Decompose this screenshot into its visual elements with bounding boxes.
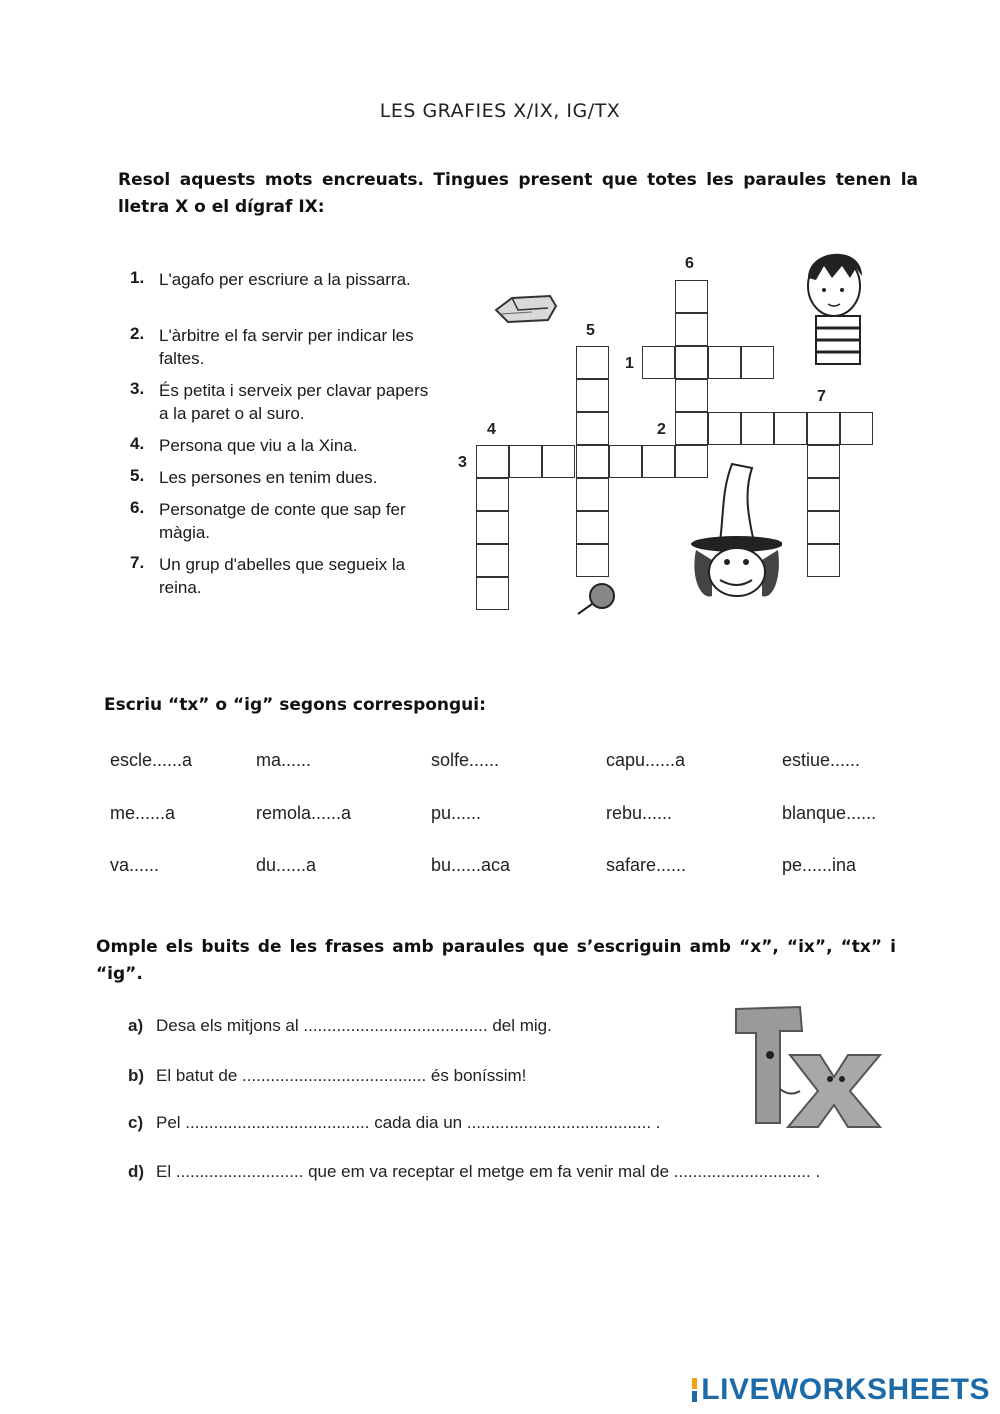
sentence-letter: b): [128, 1066, 145, 1085]
word-item[interactable]: blanque......: [782, 803, 877, 823]
grid-number-7: 7: [817, 388, 826, 405]
boy-illustration: [802, 238, 872, 368]
clue-text: Personatge de conte que sap fer màgia.: [159, 500, 406, 542]
crossword-cell[interactable]: [576, 478, 609, 511]
crossword-cell[interactable]: [807, 412, 840, 445]
crossword-cell[interactable]: [741, 346, 774, 379]
crossword-cell[interactable]: [476, 511, 509, 544]
crossword-cell[interactable]: [807, 478, 840, 511]
crossword-cell[interactable]: [509, 445, 542, 478]
word-item[interactable]: pu......: [431, 803, 482, 823]
grid-number-5: 5: [586, 322, 595, 339]
crossword-cell[interactable]: [476, 445, 509, 478]
crossword-cell[interactable]: [708, 346, 741, 379]
clue-number: 7.: [130, 553, 145, 572]
crossword-cell[interactable]: [576, 544, 609, 577]
crossword-cell[interactable]: [675, 280, 708, 313]
clue-number: 3.: [130, 379, 145, 398]
witch-illustration: [682, 460, 782, 610]
clue-text: Les persones en tenim dues.: [159, 468, 378, 487]
page-title: LES GRAFIES X/IX, IG/TX: [379, 100, 621, 122]
sentence-letter: c): [128, 1113, 144, 1132]
liveworksheets-logo-icon: [690, 1376, 697, 1404]
grid-number-1: 1: [625, 355, 634, 372]
word-item[interactable]: capu......a: [606, 750, 686, 770]
crossword-cell[interactable]: [576, 379, 609, 412]
crossword-cell[interactable]: [774, 412, 807, 445]
word-item[interactable]: escle......a: [110, 750, 193, 770]
crossword-cell[interactable]: [642, 445, 675, 478]
grid-number-6: 6: [685, 255, 694, 272]
exercise-1-instruction: Resol aquests mots encreuats. Tingues present que totes les paraules tenen la lletra X o el dígraf IX:: [118, 170, 918, 217]
clue-text: Persona que viu a la Xina.: [159, 436, 358, 455]
crossword-cell[interactable]: [642, 346, 675, 379]
sentence-text: El ........................... que em va receptar el metge em fa venir mal de ............................. .: [156, 1162, 821, 1181]
word-item[interactable]: remola......a: [256, 803, 352, 823]
crossword-cell[interactable]: [542, 445, 575, 478]
footer-brand[interactable]: [690, 1372, 990, 1408]
sentence-c[interactable]: [128, 1113, 661, 1133]
exercise-2-instruction: Escriu “tx” o “ig” segons correspongui:: [104, 695, 486, 715]
crossword-cell[interactable]: [476, 544, 509, 577]
crossword-cell[interactable]: [741, 412, 774, 445]
sentence-b[interactable]: [128, 1066, 526, 1086]
clue-number: 5.: [130, 466, 145, 485]
crossword-cell[interactable]: [675, 412, 708, 445]
clue-number: 6.: [130, 498, 145, 517]
crossword-cell[interactable]: [609, 445, 642, 478]
sentence-letter: a): [128, 1016, 144, 1035]
sentence-a[interactable]: [128, 1016, 552, 1036]
word-item[interactable]: pe......ina: [782, 855, 857, 875]
crossword-cell[interactable]: [807, 544, 840, 577]
clue-number: 2.: [130, 324, 145, 343]
clue-number: 4.: [130, 434, 145, 453]
clue-text: L'agafo per escriure a la pissarra.: [159, 270, 411, 289]
word-item[interactable]: va......: [110, 855, 160, 875]
word-item[interactable]: safare......: [606, 855, 687, 875]
clue-text: L'àrbitre el fa servir per indicar les faltes.: [159, 326, 414, 368]
crossword-cell[interactable]: [807, 445, 840, 478]
sentence-text: Pel ....................................... cada dia un ....................................... .: [156, 1113, 661, 1132]
thumbtack-illustration: [572, 582, 622, 618]
word-item[interactable]: rebu......: [606, 803, 673, 823]
crossword-cell[interactable]: [576, 346, 609, 379]
crossword-cell[interactable]: [675, 346, 708, 379]
crossword-cell[interactable]: [675, 379, 708, 412]
crossword-cell[interactable]: [476, 577, 509, 610]
brand-name: LIVEWORKSHEETS: [701, 1373, 990, 1406]
tx-illustration: [730, 1005, 890, 1130]
sentence-d[interactable]: [128, 1162, 820, 1182]
sentence-text: Desa els mitjons al ....................................... del mig.: [156, 1016, 552, 1035]
crossword-cell[interactable]: [807, 511, 840, 544]
word-item[interactable]: ma......: [256, 750, 312, 770]
clue-number: 1.: [130, 268, 145, 287]
grid-number-4: 4: [487, 421, 496, 438]
word-item[interactable]: du......a: [256, 855, 317, 875]
crossword-cell[interactable]: [576, 511, 609, 544]
crossword-cell[interactable]: [840, 412, 873, 445]
grid-number-3: 3: [458, 454, 467, 471]
word-item[interactable]: estiue......: [782, 750, 861, 770]
clue-text: És petita i serveix per clavar papers a la paret o al suro.: [159, 381, 429, 423]
sentence-letter: d): [128, 1162, 145, 1181]
word-item[interactable]: bu......aca: [431, 855, 511, 875]
chalk-illustration: [492, 290, 562, 330]
word-item[interactable]: me......a: [110, 803, 176, 823]
grid-number-2: 2: [657, 421, 666, 438]
exercise-3-instruction: Omple els buits de les frases amb paraules que s’escriguin amb “x”, “ix”, “tx” i “ig”.: [96, 937, 896, 984]
crossword-cell[interactable]: [576, 445, 609, 478]
crossword-cell[interactable]: [708, 412, 741, 445]
sentence-text: El batut de ....................................... és boníssim!: [156, 1066, 527, 1085]
clue-text: Un grup d'abelles que segueix la reina.: [159, 555, 406, 597]
word-item[interactable]: solfe......: [431, 750, 500, 770]
crossword-cell[interactable]: [476, 478, 509, 511]
crossword-cell[interactable]: [675, 313, 708, 346]
crossword-cell[interactable]: [576, 412, 609, 445]
